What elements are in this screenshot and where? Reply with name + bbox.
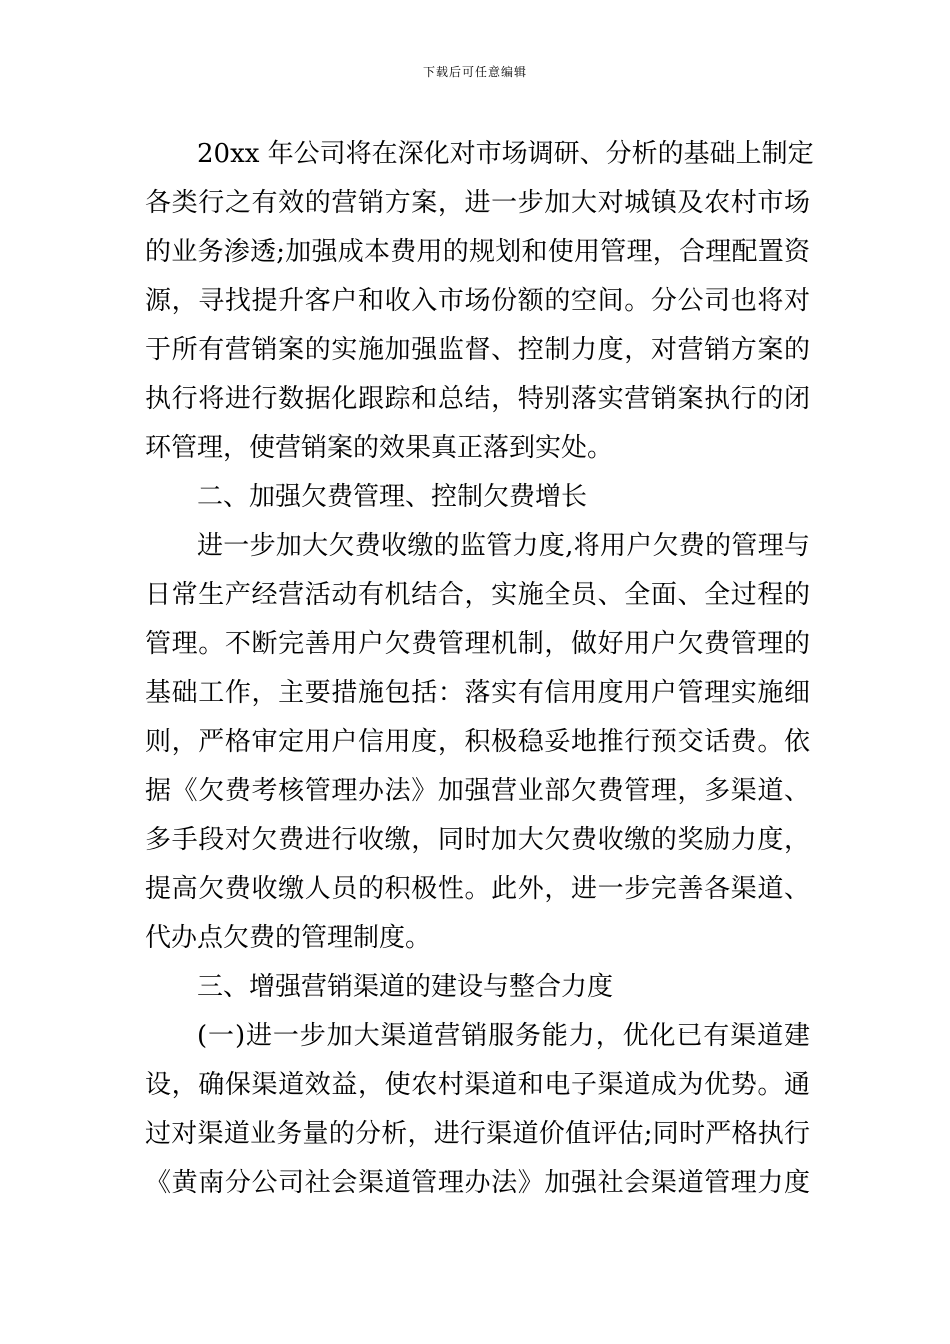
paragraph-line: 日常生产经营活动有机结合，实施全员、全面、全过程的 (145, 580, 810, 610)
paragraph-line: 基础工作，主要措施包括：落实有信用度用户管理实施细 (145, 678, 810, 708)
paragraph-line: 各类行之有效的营销方案，进一步加大对城镇及农村市场 (145, 188, 810, 218)
paragraph-line: 管理。不断完善用户欠费管理机制，做好用户欠费管理的 (145, 629, 810, 659)
section-heading: 三、增强营销渠道的建设与整合力度 (197, 972, 614, 1002)
document-body (145, 130, 814, 1208)
paragraph-line: 源，寻找提升客户和收入市场份额的空间。分公司也将对 (145, 286, 810, 316)
paragraph-line: 提高欠费收缴人员的积极性。此外，进一步完善各渠道、 (145, 874, 810, 904)
paragraph-line: 《黄南分公司社会渠道管理办法》加强社会渠道管理力度 (145, 1168, 810, 1198)
paragraph-line: 多手段对欠费进行收缴，同时加大欠费收缴的奖励力度， (145, 825, 810, 855)
paragraph-line: 设，确保渠道效益，使农村渠道和电子渠道成为优势。通 (145, 1070, 810, 1100)
paragraph-line: 于所有营销案的实施加强监督、控制力度，对营销方案的 (145, 335, 810, 365)
header-note: 下载后可任意编辑 (422, 65, 527, 79)
paragraph-line: 进一步加大欠费收缴的监管力度,将用户欠费的管理与 (197, 531, 810, 561)
paragraph-line: 20xx 年公司将在深化对市场调研、分析的基础上制定 (197, 139, 814, 169)
paragraph-line: 的业务渗透;加强成本费用的规划和使用管理，合理配置资 (145, 237, 810, 267)
paragraph-line: 则，严格审定用户信用度，积极稳妥地推行预交话费。依 (145, 727, 810, 757)
paragraph-line: 执行将进行数据化跟踪和总结，特别落实营销案执行的闭 (145, 384, 810, 414)
paragraph-line: 过对渠道业务量的分析，进行渠道价值评估;同时严格执行 (145, 1119, 810, 1149)
paragraph-line: 代办点欠费的管理制度。 (145, 923, 432, 953)
paragraph-line: 据《欠费考核管理办法》加强营业部欠费管理，多渠道、 (145, 776, 810, 806)
paragraph-line: 环管理，使营销案的效果真正落到实处。 (145, 433, 614, 463)
paragraph-line: (一)进一步加大渠道营销服务能力，优化已有渠道建 (197, 1021, 810, 1051)
section-heading: 二、加强欠费管理、控制欠费增长 (197, 482, 588, 512)
